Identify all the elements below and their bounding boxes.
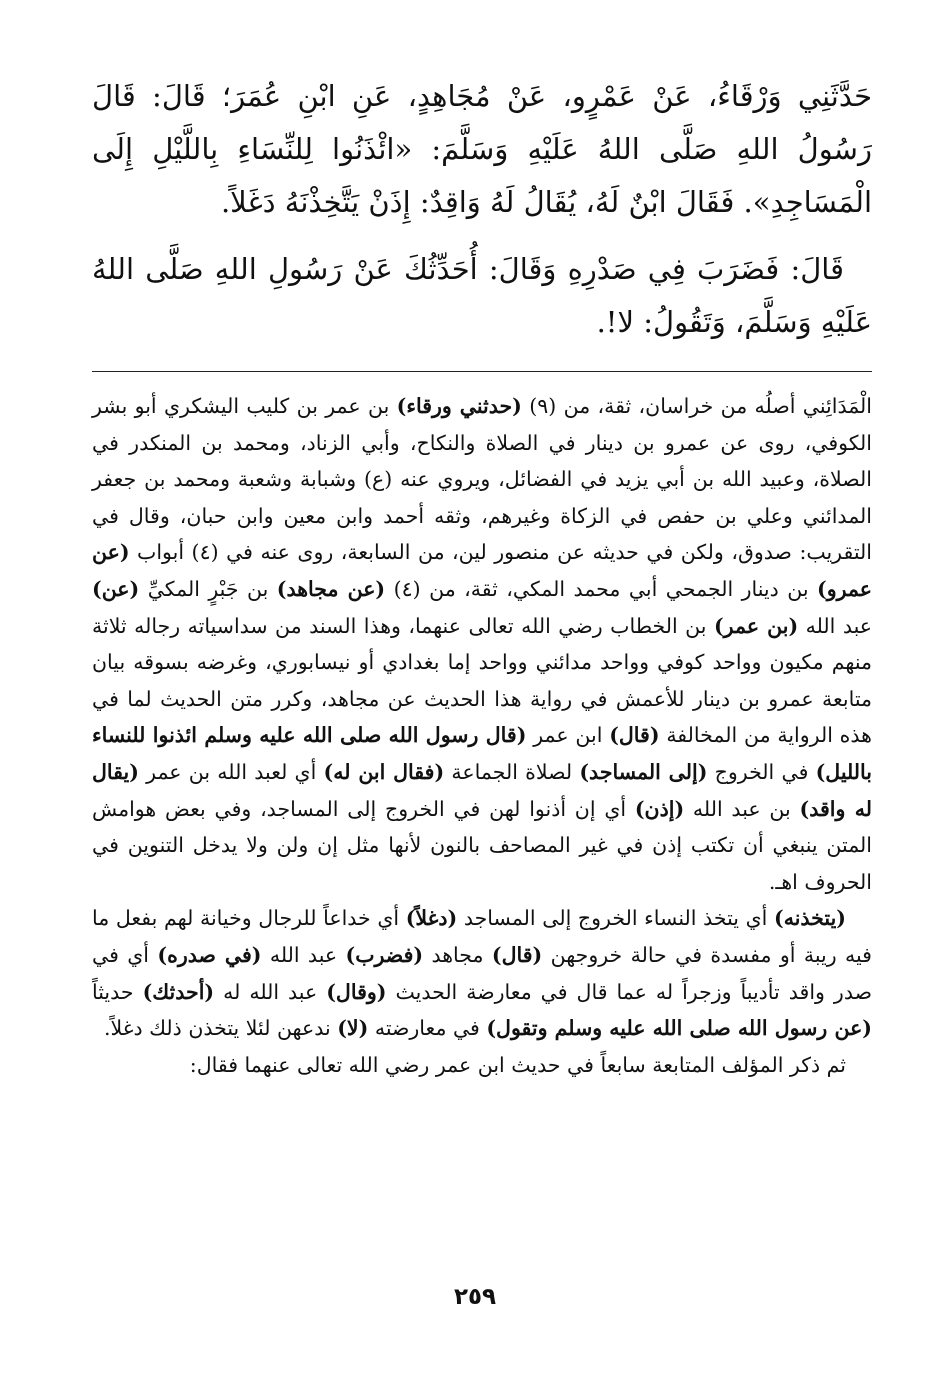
commentary-quote: (عن رسول الله صلى الله عليه وسلم وتقول) bbox=[486, 1016, 872, 1041]
commentary-paragraph-2 bbox=[92, 900, 872, 1046]
page-number: ٢٥٩ bbox=[453, 1284, 497, 1310]
commentary-quote: (وقال) bbox=[326, 979, 387, 1004]
commentary-text-run: أي لعبد الله بن عمر bbox=[138, 759, 324, 784]
commentary-text-run: بن الخطاب رضي الله تعالى عنهما، وهذا السند من سداسياته رجاله ثلاثة منهم مكيون وواحد كوفي وواحد مدائني وواحد إما بغدادي أو نيسابوري، وغرضه بسوقه بيان متابعة عمرو بن دينار للأعمش في رواية هذا الحديث عن مجاهد، وكرر متن الحديث لما في هذه الرواية من المخالفة bbox=[92, 613, 873, 748]
commentary-text-run: بن جَبْرٍ المكيِّ bbox=[139, 576, 277, 601]
commentary-text-run: مجاهد bbox=[423, 942, 492, 967]
commentary-text-run: الْمَدَائِني أصلُه من خراسان، ثقة، من (٩) bbox=[521, 394, 872, 418]
commentary-text-run: في الخروج bbox=[707, 759, 816, 784]
commentary-quote: (فقال ابن له) bbox=[323, 759, 445, 784]
commentary-text-run: حديثاً bbox=[92, 979, 143, 1004]
commentary-text-run: عبد الله bbox=[798, 613, 872, 638]
commentary-text-run: ندعهن لئلا يتخذن ذلك دغلاً. bbox=[104, 1016, 338, 1041]
commentary-quote: (لا) bbox=[337, 1016, 369, 1041]
commentary-text-run: أي خداعاً للرجال وخيانة لهم بفعل ما فيه ريبة أو مفسدة في حالة خروجهن bbox=[92, 906, 872, 967]
commentary-quote: (عن) bbox=[92, 576, 140, 601]
commentary-quote: (يقال له واقد) bbox=[92, 759, 872, 821]
commentary-text-run: بن دينار الجمحي أبي محمد المكي، ثقة، من (٤) bbox=[385, 576, 818, 601]
commentary-text-run: في معارضته bbox=[368, 1016, 487, 1041]
commentary-paragraph-1 bbox=[92, 388, 872, 900]
book-page bbox=[92, 70, 872, 1083]
commentary-quote: (أحدثك) bbox=[142, 979, 215, 1004]
hadith-paragraph-1: حَدَّثَنِي وَرْقَاءُ، عَنْ عَمْرٍو، عَنْ مُجَاهِدٍ، عَنِ ابْنِ عُمَرَ؛ قَالَ: قَالَ رَسُولُ اللهِ صَلَّى اللهُ عَلَيْهِ وَسَلَّمَ: «ائْذَنُوا لِلنِّسَاءِ بِاللَّيْلِ إِلَى الْمَسَاجِدِ». فَقَالَ ابْنٌ لَهُ، يُقَالُ لَهُ وَاقِدٌ: إِذَنْ يَتَّخِذْنَهُ دَغَلاً. bbox=[92, 79, 872, 219]
commentary-quote: (إذن) bbox=[634, 796, 685, 821]
hadith-text bbox=[92, 70, 872, 349]
commentary-quote: (قال رسول الله صلى الله عليه وسلم ائذنوا للنساء بالليل) bbox=[92, 723, 872, 784]
commentary-quote: (قال) bbox=[491, 942, 543, 967]
commentary-text-run: أي يتخذ النساء الخروج إلى المساجد bbox=[457, 906, 775, 931]
commentary-quote: (يتخذنه) bbox=[774, 906, 846, 931]
commentary-quote: (بن عمر) bbox=[713, 613, 799, 638]
commentary-quote: (عن عمرو) bbox=[92, 540, 873, 601]
commentary-text-run: لصلاة الجماعة bbox=[444, 759, 580, 784]
commentary-quote: (حدثني ورقاء) bbox=[396, 394, 522, 418]
commentary-quote: (فضرب) bbox=[345, 942, 424, 967]
hadith-paragraph-2: قَالَ: فَضَرَبَ فِي صَدْرِهِ وَقَالَ: أُحَدِّثُكَ عَنْ رَسُولِ اللهِ صَلَّى اللهُ عَلَيْهِ وَسَلَّمَ، وَتَقُولُ: لا!. bbox=[92, 252, 872, 339]
commentary-quote: (دغلاً) bbox=[405, 906, 458, 931]
commentary-quote: (إلى المساجد) bbox=[579, 759, 708, 784]
footnote-divider bbox=[92, 371, 872, 372]
commentary-text bbox=[92, 388, 872, 1083]
commentary-text-run: عبد الله bbox=[261, 942, 346, 967]
commentary-text-run: بن عبد الله bbox=[684, 796, 800, 821]
commentary-quote: (قال) bbox=[609, 723, 660, 748]
commentary-text-run: عبد الله له bbox=[214, 979, 327, 1004]
commentary-text-run: ابن عمر bbox=[526, 723, 610, 748]
commentary-text-run: أي في صدر واقد تأديباً وزجراً له عما قال في معارضة الحديث bbox=[92, 942, 872, 1004]
commentary-text-run: أي إن أذنوا لهن في الخروج إلى المساجد، وفي بعض هوامش المتن ينبغي أن تكتب إذن في غير المصاحف بالنون لأنها مثل إن ولن ولا يدخل التنوين في الحروف اهـ. bbox=[92, 796, 872, 894]
commentary-paragraph-3: ثم ذكر المؤلف المتابعة سابعاً في حديث ابن عمر رضي الله تعالى عنهما فقال: bbox=[189, 1052, 846, 1077]
commentary-text-run: بن عمر بن كليب اليشكري أبو بشر الكوفي، روى عن عمرو بن دينار في الصلاة والنكاح، وأبي الزناد، ومحمد بن المنكدر في الصلاة، وعبيد الله بن أبي يزيد في الفضائل، ويروي عنه (ع) وشبابة وشعبة ومحمد بن جعفر المدائني وعلي بن حفص في الزكاة وغيرهم، وثقه أحمد وابن معين وابن حبان، وقال في التقريب: صدوق، ولكن في حديثه عن منصور لين، من السابعة، روى عنه في (٤) أبواب bbox=[92, 394, 872, 565]
commentary-quote: (في صدره) bbox=[157, 942, 262, 967]
commentary-quote: (عن مجاهد) bbox=[276, 576, 386, 601]
